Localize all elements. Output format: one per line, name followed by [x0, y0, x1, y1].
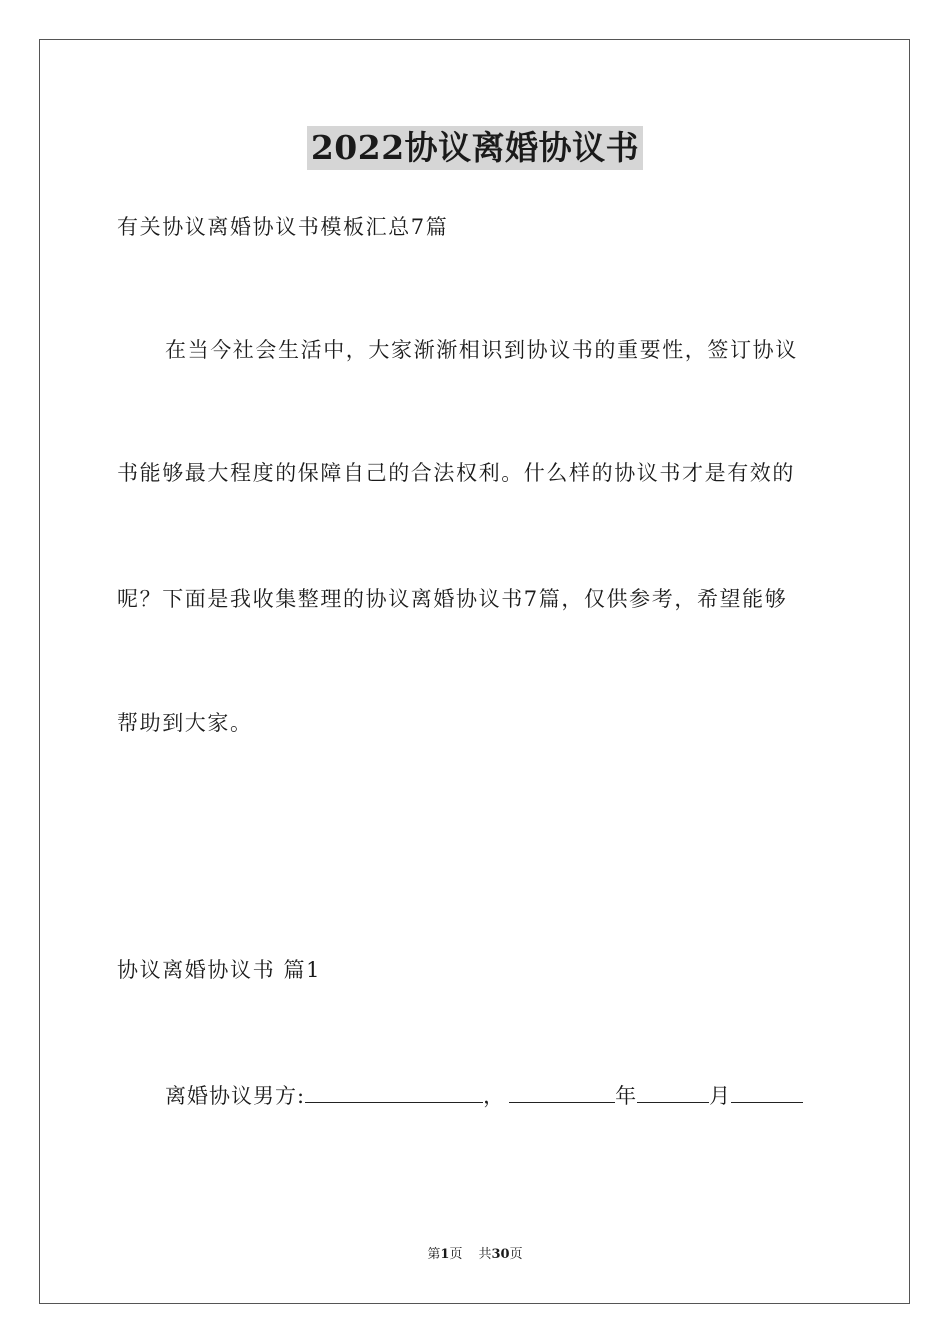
page-footer [0, 1246, 950, 1264]
birth-year-blank[interactable] [509, 1080, 615, 1103]
footer-total-prefix: 共 [478, 1247, 492, 1262]
document-subtitle: 有关协议离婚协议书模板汇总7篇 [117, 215, 449, 239]
intro-line-4: 帮助到大家。 [117, 711, 253, 735]
form-year-label: 年 [615, 1084, 638, 1108]
footer-page-prefix: 第 [427, 1247, 441, 1262]
document-title: 2022协议离婚协议书 [307, 126, 643, 170]
birth-day-blank[interactable] [731, 1080, 803, 1103]
husband-name-blank[interactable] [305, 1080, 483, 1103]
title-container [0, 126, 950, 170]
intro-line-3: 呢？下面是我收集整理的协议离婚协议书7篇，仅供参考，希望能够 [117, 587, 788, 611]
birth-month-blank[interactable] [637, 1080, 709, 1103]
form-comma: ， [483, 1084, 506, 1108]
intro-line-2: 书能够最大程度的保障自己的合法权利。什么样的协议书才是有效的 [117, 461, 795, 485]
form-label-husband: 离婚协议男方: [165, 1084, 306, 1108]
footer-page-suffix: 页 [449, 1247, 463, 1262]
section-heading: 协议离婚协议书 篇1 [117, 958, 322, 982]
footer-total-pages: 30 [491, 1247, 510, 1262]
form-month-label: 月 [709, 1084, 732, 1108]
footer-total-suffix: 页 [509, 1247, 523, 1262]
footer-page-number: 1 [440, 1247, 450, 1262]
form-line-husband [165, 1080, 803, 1111]
intro-line-1: 在当今社会生活中，大家渐渐相识到协议书的重要性，签订协议 [165, 338, 798, 362]
